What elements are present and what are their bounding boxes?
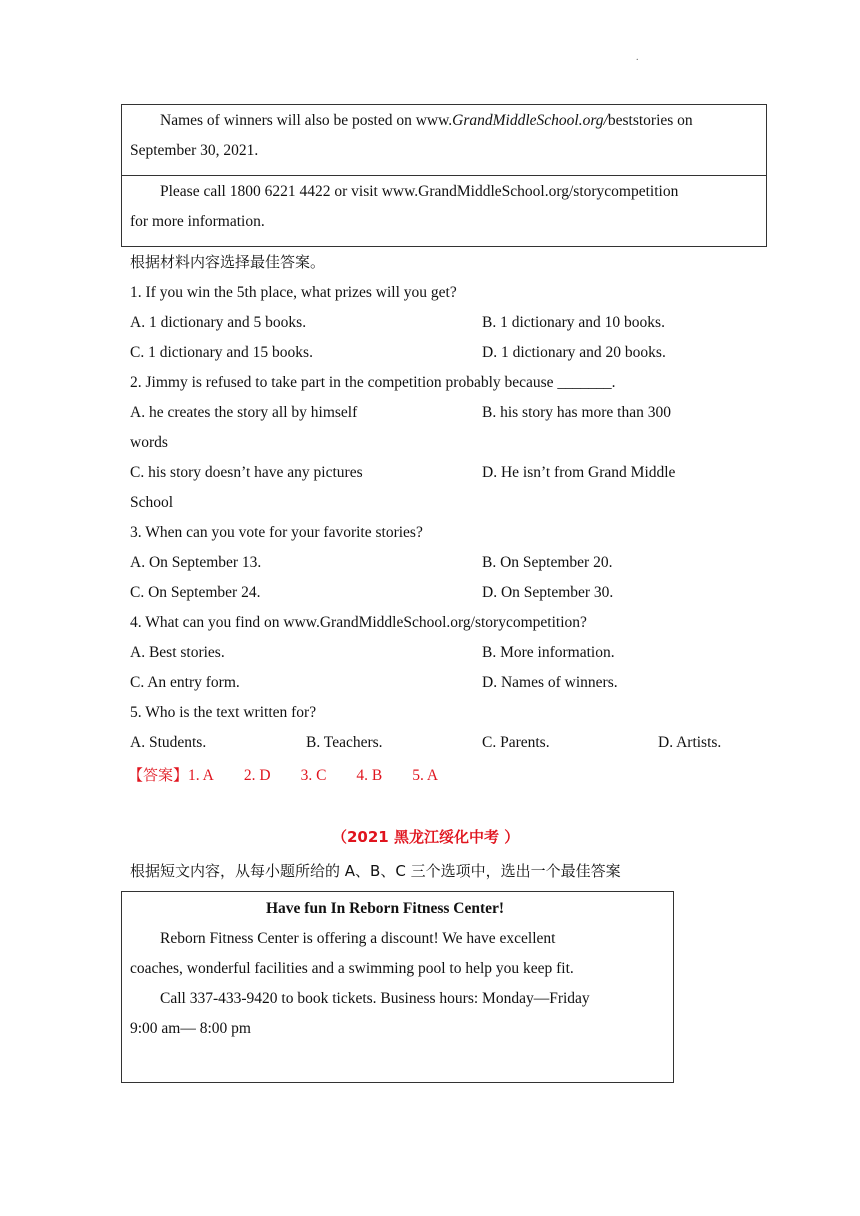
question-4: 4. What can you find on www.GrandMiddleSchool.org/storycompetition? [130,614,587,631]
q1-option-c: C. 1 dictionary and 15 books. [130,344,313,361]
q5-option-d: D. Artists. [658,734,722,751]
ad-line-3: Call 337-433-9420 to book tickets. Business hours: Monday—Friday [160,990,590,1007]
q1-option-d: D. 1 dictionary and 20 books. [482,344,666,361]
answer-item-2: 2. D [243,767,271,784]
q2-option-b-cont: words [130,434,168,451]
ad-line-1: Reborn Fitness Center is offering a discount! We have excellent [160,930,556,947]
answer-item-4: 4. B [356,767,383,784]
q2-option-a: A. he creates the story all by himself [130,404,358,421]
notice-p2-line1: Please call 1800 6221 4422 or visit www.GrandMiddleSchool.org/storycompetition [160,183,679,200]
question-3: 3. When can you vote for your favorite stories? [130,524,423,541]
ad-box [121,891,674,1083]
answer-item-3: 3. C [300,767,327,784]
notice-divider [122,175,766,176]
ad-title: Have fun In Reborn Fitness Center! [266,900,505,917]
notice-p2-line2: for more information. [130,213,265,230]
q4-option-c: C. An entry form. [130,674,240,691]
q2-option-d-cont: School [130,494,174,511]
q3-option-b: B. On September 20. [482,554,613,571]
q1-option-b: B. 1 dictionary and 10 books. [482,314,665,331]
q2-option-c: C. his story doesn’t have any pictures [130,464,363,481]
header-mark: . [636,52,639,63]
q4-option-a: A. Best stories. [130,644,225,661]
q3-option-a: A. On September 13. [130,554,262,571]
section2-instruction: 根据短文内容，从每小题所给的 A、B、C 三个选项中，选出一个最佳答案 [130,862,621,880]
ad-line-4: 9:00 am— 8:00 pm [130,1020,251,1037]
answer-item-5: 5. A [412,767,439,784]
q2-option-d: D. He isn’t from Grand Middle [482,464,676,481]
notice-p1-url: GrandMiddleSchool.org/ [452,112,608,129]
section2-title: （2021 黑龙江绥化中考 ） [332,828,520,846]
notice-p1-pre: Names of winners will also be posted on www. [160,112,453,129]
q5-option-b: B. Teachers. [306,734,383,751]
ad-line-2: coaches, wonderful facilities and a swimming pool to help you keep fit. [130,960,574,977]
q3-option-d: D. On September 30. [482,584,614,601]
question-1: 1. If you win the 5th place, what prizes will you get? [130,284,457,301]
answer-line [128,764,468,785]
answer-item-1: 1. A [188,767,214,784]
answer-label: 【答案】 [128,766,189,784]
q2-option-b: B. his story has more than 300 [482,404,671,421]
instruction: 根据材料内容选择最佳答案。 [130,253,326,271]
notice-p1-line1 [160,112,693,130]
q5-option-c: C. Parents. [482,734,550,751]
notice-p1-post: beststories on [607,112,693,129]
q1-option-a: A. 1 dictionary and 5 books. [130,314,307,331]
question-2: 2. Jimmy is refused to take part in the competition probably because _______. [130,374,616,391]
notice-p1-line2: September 30, 2021. [130,142,259,159]
question-5: 5. Who is the text written for? [130,704,317,721]
q4-option-b: B. More information. [482,644,615,661]
q3-option-c: C. On September 24. [130,584,261,601]
q5-option-a: A. Students. [130,734,207,751]
q4-option-d: D. Names of winners. [482,674,618,691]
